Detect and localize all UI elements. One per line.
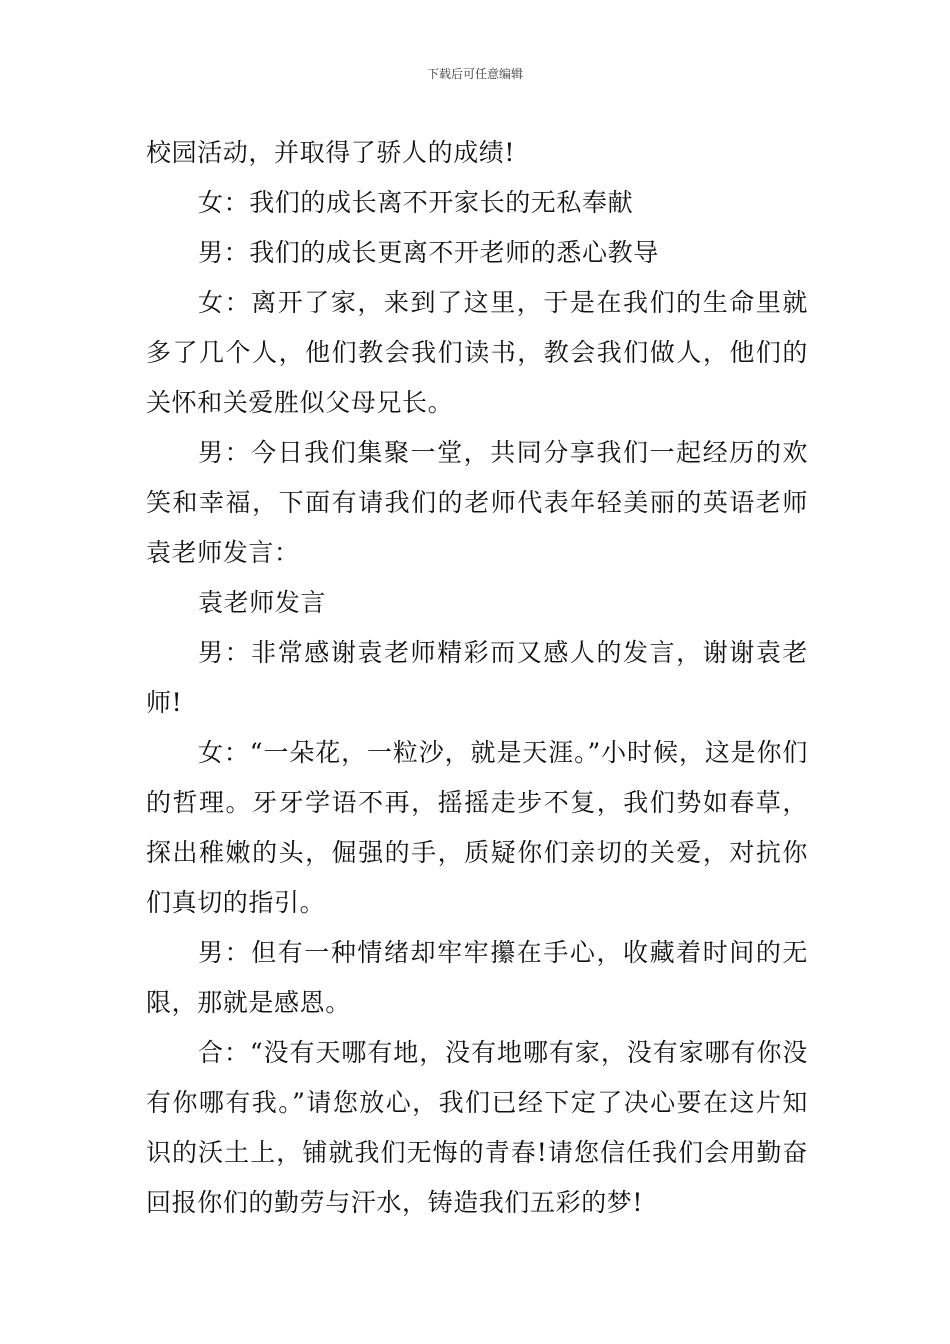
paragraph-male-line-2: 男：今日我们集聚一堂，共同分享我们一起经历的欢笑和幸福，下面有请我们的老师代表年轻美丽的英语老师袁老师发言：: [146, 438, 808, 567]
paragraph-continuation: 校园活动，并取得了骄人的成绩!: [146, 138, 516, 167]
document-body: [146, 128, 808, 1228]
paragraph-male-line-3: 男：非常感谢袁老师精彩而又感人的发言，谢谢袁老师!: [146, 638, 808, 717]
paragraph-male-line-4: 男：但有一种情绪却牢牢攥在手心，收藏着时间的无限，那就是感恩。: [146, 938, 808, 1017]
paragraph-male-line-1: 男：我们的成长更离不开老师的悉心教导: [198, 238, 659, 267]
page-header-note: 下载后可任意编辑: [426, 67, 523, 81]
paragraph-teacher-speech: 袁老师发言: [198, 588, 327, 617]
paragraph-together-line: 合：“没有天哪有地，没有地哪有家，没有家哪有你没有你哪有我。”请您放心，我们已经下定了决心要在这片知识的沃土上，铺就我们无悔的青春!请您信任我们会用勤奋回报你们的勤劳与汗水，铸造我们五彩的梦!: [146, 1038, 808, 1217]
paragraph-female-line-1: 女：我们的成长离不开家长的无私奉献: [198, 188, 634, 217]
paragraph-female-line-2: 女：离开了家，来到了这里，于是在我们的生命里就多了几个人，他们教会我们读书，教会我们做人，他们的关怀和关爱胜似父母兄长。: [146, 288, 808, 417]
paragraph-female-line-3: 女：“一朵花，一粒沙，就是天涯。”小时候，这是你们的哲理。牙牙学语不再，摇摇走步不复，我们势如春草，探出稚嫩的头，倔强的手，质疑你们亲切的关爱，对抗你们真切的指引。: [146, 738, 808, 917]
